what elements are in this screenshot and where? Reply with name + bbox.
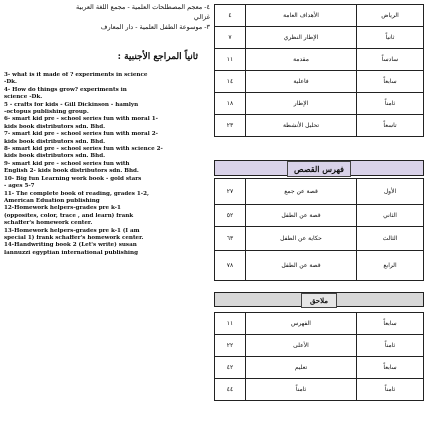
reference-line: 6- smart kid pre - school series fun with moral 1- xyxy=(4,116,158,123)
table-row xyxy=(215,205,424,227)
reference-line: 4- How do things grow? experiments in xyxy=(4,86,127,93)
cell-topic: فاعلية xyxy=(246,71,357,93)
cell-topic: الأهداف العامة xyxy=(246,5,357,27)
reference-line: 3- what is it made of ? experiments in science xyxy=(4,72,148,78)
table-row xyxy=(215,71,424,93)
stories-index-heading xyxy=(214,160,424,176)
stories-table xyxy=(214,178,424,281)
cell-page: ٧٨ xyxy=(215,251,246,281)
cell-item: الثالث xyxy=(357,227,424,251)
cell-page: ١٨ xyxy=(215,93,246,115)
cell-item: سابعاً xyxy=(357,313,424,335)
cell-page: ٧ xyxy=(215,27,246,49)
cell-item: ثامناً xyxy=(357,335,424,357)
table-row xyxy=(215,379,424,401)
table-row xyxy=(215,227,424,251)
cell-item: الرياض xyxy=(357,5,424,27)
foreign-references-list xyxy=(4,72,208,257)
table-row xyxy=(215,5,424,27)
arabic-references xyxy=(2,2,210,32)
reference-line: 12-Homework helpers-grades pre k-1 xyxy=(4,205,121,212)
cell-page: ٥٢ xyxy=(215,205,246,227)
reference-line: kids book distributors sdn. Bhd. xyxy=(4,138,106,145)
cell-item: تاسعاً xyxy=(357,115,424,137)
appendix-title: ملاحق xyxy=(301,293,337,308)
table-row xyxy=(215,357,424,379)
table-row xyxy=(215,93,424,115)
arabic-reference-line: غزالي xyxy=(193,13,210,21)
table-row xyxy=(215,313,424,335)
stories-index-title: فهرس القصص xyxy=(287,161,351,177)
appendix-heading xyxy=(214,292,424,307)
table-row xyxy=(215,179,424,205)
index-table xyxy=(214,4,424,137)
reference-line: (opposites, color, trace , and learn) frank xyxy=(4,212,134,219)
cell-page: ٦٣ xyxy=(215,227,246,251)
cell-topic: قصة عن الطفل xyxy=(246,205,357,227)
reference-line: 10- Big fun Learning work book - gold stars xyxy=(4,175,142,182)
appendix-table xyxy=(214,312,424,401)
cell-topic: قصة عن الطفل xyxy=(246,251,357,281)
cell-page: ١١ xyxy=(215,313,246,335)
table-row xyxy=(215,115,424,137)
table-row xyxy=(215,49,424,71)
reference-line: kids book distributors sdn. Bhd. xyxy=(4,153,106,160)
cell-item: سادساً xyxy=(357,49,424,71)
reference-line: 11- The complete book of reading, grades 1-2, xyxy=(4,190,149,197)
cell-topic: قصة عن جمع xyxy=(246,179,357,205)
cell-item: سابعاً xyxy=(357,71,424,93)
reference-line: American Eduation publishing xyxy=(4,197,100,204)
cell-topic: الإطار xyxy=(246,93,357,115)
reference-line: -octopus publishing group. xyxy=(4,109,89,116)
cell-page: ٢٧ xyxy=(215,179,246,205)
reference-line: 8- smart kid pre - school series fun with science 2- xyxy=(4,146,163,153)
cell-page: ٢٣ xyxy=(215,115,246,137)
cell-item: ثانياً xyxy=(357,27,424,49)
table-row xyxy=(215,335,424,357)
cell-page: ١١ xyxy=(215,49,246,71)
cell-item: الرابع xyxy=(357,251,424,281)
cell-topic: حكاية عن الطفل xyxy=(246,227,357,251)
table-row xyxy=(215,251,424,281)
reference-line: 9- smart kid pre - school series fun with xyxy=(4,160,130,167)
cell-page: ٢٢ xyxy=(215,335,246,357)
cell-topic: الأعلى xyxy=(246,335,357,357)
index-column xyxy=(214,0,428,430)
reference-line: 7- smart kid pre - school series fun with moral 2- xyxy=(4,131,158,138)
reference-line: English 2- kids book distributors sdn. Bhd. xyxy=(4,168,139,175)
cell-topic: تعليم xyxy=(246,357,357,379)
reference-line: 5 - crafts for kids - Gill Dickinson - hamlyn xyxy=(4,101,139,108)
cell-item: ثامناً xyxy=(357,93,424,115)
reference-line: 14-Handwriting book 2 (Let's write) susan xyxy=(4,242,137,249)
reference-line: - ages 5-7 xyxy=(4,183,35,190)
references-heading: ثانياً المراجع الأجنبية : xyxy=(117,52,198,62)
reference-line: schaffer's homework center. xyxy=(4,220,93,227)
cell-topic: مقدمة xyxy=(246,49,357,71)
cell-topic: تحليل الأنشطة xyxy=(246,115,357,137)
arabic-reference-line: ٤- معجم المصطلحات العلمية - مجمع اللغة العربية xyxy=(76,3,210,11)
cell-item: سابعاً xyxy=(357,357,424,379)
cell-item: الثاني xyxy=(357,205,424,227)
cell-topic: الفهرس xyxy=(246,313,357,335)
cell-page: ٤ xyxy=(215,5,246,27)
cell-page: ٤٤ xyxy=(215,379,246,401)
reference-line: -Dk. xyxy=(4,79,17,86)
cell-page: ١٤ xyxy=(215,71,246,93)
reference-line: 13-Homework helpers-grades pre k-1 (I am xyxy=(4,227,140,234)
arabic-reference-line: ٣- موسوعة الطفل العلمية - دار المعارف xyxy=(100,23,210,31)
reference-line: kids book distributors sdn. Bhd. xyxy=(4,123,106,130)
references-column xyxy=(2,0,212,430)
cell-item: ثامناً xyxy=(357,379,424,401)
cell-topic: الإطار النظري xyxy=(246,27,357,49)
reference-line: special 1) frank schaffer's homework center. xyxy=(4,234,144,241)
cell-page: ٤٢ xyxy=(215,357,246,379)
table-row xyxy=(215,27,424,49)
reference-line: science -Dk. xyxy=(4,94,43,101)
reference-line: lannuzzi egyptian international publishing xyxy=(4,249,138,256)
cell-item: الأول xyxy=(357,179,424,205)
cell-topic: ثامناً xyxy=(246,379,357,401)
